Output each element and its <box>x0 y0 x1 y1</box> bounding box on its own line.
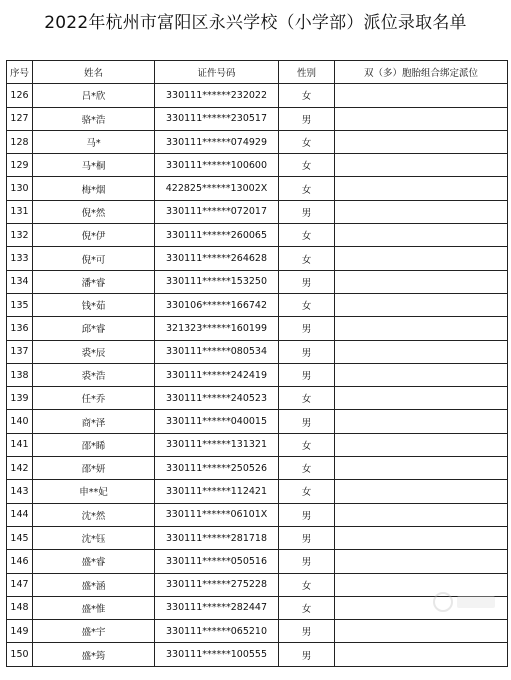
table-row <box>7 200 508 223</box>
cell-index: 142 <box>7 457 33 480</box>
cell-twins <box>335 200 508 223</box>
table-row <box>7 224 508 247</box>
table-row <box>7 550 508 573</box>
cell-twins <box>335 177 508 200</box>
cell-gender: 男 <box>279 503 335 526</box>
table-row <box>7 107 508 130</box>
cell-gender: 女 <box>279 387 335 410</box>
table-row <box>7 410 508 433</box>
cell-index: 132 <box>7 224 33 247</box>
cell-index: 135 <box>7 293 33 316</box>
cell-gender: 女 <box>279 433 335 456</box>
cell-twins <box>335 363 508 386</box>
cell-index: 139 <box>7 387 33 410</box>
cell-gender: 男 <box>279 340 335 363</box>
cell-twins <box>335 387 508 410</box>
cell-id-number: 422825******13002X <box>155 177 279 200</box>
cell-twins <box>335 480 508 503</box>
cell-name: 邱*睿 <box>33 317 155 340</box>
cell-twins <box>335 410 508 433</box>
cell-twins <box>335 620 508 643</box>
cell-twins <box>335 526 508 549</box>
cell-index: 147 <box>7 573 33 596</box>
table-row <box>7 387 508 410</box>
cell-id-number: 330111******260065 <box>155 224 279 247</box>
cell-gender: 男 <box>279 270 335 293</box>
cell-gender: 男 <box>279 643 335 666</box>
cell-gender: 女 <box>279 154 335 177</box>
cell-name: 邵*妍 <box>33 457 155 480</box>
table-row <box>7 620 508 643</box>
cell-name: 任*乔 <box>33 387 155 410</box>
cell-index: 140 <box>7 410 33 433</box>
table-row <box>7 130 508 153</box>
watermark-icon <box>429 582 499 622</box>
cell-name: 马*桐 <box>33 154 155 177</box>
cell-index: 130 <box>7 177 33 200</box>
cell-gender: 男 <box>279 363 335 386</box>
cell-gender: 男 <box>279 526 335 549</box>
cell-id-number: 330111******065210 <box>155 620 279 643</box>
cell-twins <box>335 643 508 666</box>
cell-gender: 女 <box>279 84 335 107</box>
cell-index: 144 <box>7 503 33 526</box>
cell-gender: 男 <box>279 550 335 573</box>
cell-name: 商*泽 <box>33 410 155 433</box>
header-twins: 双（多）胞胎组合绑定派位 <box>335 61 508 84</box>
table-row <box>7 480 508 503</box>
cell-id-number: 330106******166742 <box>155 293 279 316</box>
cell-twins <box>335 457 508 480</box>
cell-name: 盛*涵 <box>33 573 155 596</box>
cell-index: 136 <box>7 317 33 340</box>
cell-twins <box>335 154 508 177</box>
table-header-row <box>7 61 508 84</box>
cell-name: 沈*钰 <box>33 526 155 549</box>
cell-id-number: 330111******282447 <box>155 596 279 619</box>
cell-name: 钱*茹 <box>33 293 155 316</box>
cell-index: 128 <box>7 130 33 153</box>
cell-twins <box>335 550 508 573</box>
cell-id-number: 330111******242419 <box>155 363 279 386</box>
cell-twins <box>335 340 508 363</box>
cell-id-number: 330111******074929 <box>155 130 279 153</box>
cell-name: 马* <box>33 130 155 153</box>
cell-twins <box>335 130 508 153</box>
cell-index: 146 <box>7 550 33 573</box>
cell-twins <box>335 293 508 316</box>
cell-id-number: 330111******275228 <box>155 573 279 596</box>
cell-index: 131 <box>7 200 33 223</box>
cell-gender: 女 <box>279 457 335 480</box>
cell-name: 邵*睎 <box>33 433 155 456</box>
cell-id-number: 330111******264628 <box>155 247 279 270</box>
cell-id-number: 330111******050516 <box>155 550 279 573</box>
cell-gender: 男 <box>279 317 335 340</box>
table-row <box>7 84 508 107</box>
cell-id-number: 330111******240523 <box>155 387 279 410</box>
cell-id-number: 330111******230517 <box>155 107 279 130</box>
header-index: 序号 <box>7 61 33 84</box>
cell-name: 倪*然 <box>33 200 155 223</box>
cell-id-number: 330111******250526 <box>155 457 279 480</box>
cell-name: 沈*然 <box>33 503 155 526</box>
cell-twins <box>335 224 508 247</box>
cell-id-number: 330111******06101X <box>155 503 279 526</box>
cell-gender: 女 <box>279 130 335 153</box>
cell-id-number: 330111******100600 <box>155 154 279 177</box>
table-row <box>7 433 508 456</box>
cell-gender: 男 <box>279 620 335 643</box>
cell-id-number: 330111******100555 <box>155 643 279 666</box>
table-row <box>7 177 508 200</box>
table-row <box>7 270 508 293</box>
cell-name: 裘*辰 <box>33 340 155 363</box>
cell-index: 138 <box>7 363 33 386</box>
cell-index: 129 <box>7 154 33 177</box>
cell-gender: 女 <box>279 247 335 270</box>
table-row <box>7 503 508 526</box>
table-row <box>7 247 508 270</box>
cell-index: 149 <box>7 620 33 643</box>
cell-id-number: 330111******040015 <box>155 410 279 433</box>
cell-id-number: 330111******131321 <box>155 433 279 456</box>
cell-name: 裘*浩 <box>33 363 155 386</box>
header-gender: 性别 <box>279 61 335 84</box>
cell-id-number: 330111******112421 <box>155 480 279 503</box>
cell-index: 150 <box>7 643 33 666</box>
cell-twins <box>335 317 508 340</box>
table-row <box>7 526 508 549</box>
cell-id-number: 330111******232022 <box>155 84 279 107</box>
cell-name: 盛*睿 <box>33 550 155 573</box>
cell-gender: 女 <box>279 177 335 200</box>
cell-gender: 女 <box>279 573 335 596</box>
cell-gender: 女 <box>279 596 335 619</box>
cell-name: 申**妃 <box>33 480 155 503</box>
cell-id-number: 321323******160199 <box>155 317 279 340</box>
table-row <box>7 340 508 363</box>
cell-name: 盛*筠 <box>33 643 155 666</box>
cell-name: 盛*宇 <box>33 620 155 643</box>
cell-twins <box>335 270 508 293</box>
cell-index: 141 <box>7 433 33 456</box>
table-row <box>7 293 508 316</box>
cell-twins <box>335 107 508 130</box>
cell-id-number: 330111******080534 <box>155 340 279 363</box>
cell-index: 134 <box>7 270 33 293</box>
cell-index: 127 <box>7 107 33 130</box>
table-row <box>7 457 508 480</box>
cell-gender: 男 <box>279 107 335 130</box>
cell-index: 133 <box>7 247 33 270</box>
cell-twins <box>335 84 508 107</box>
cell-index: 137 <box>7 340 33 363</box>
cell-gender: 男 <box>279 410 335 433</box>
cell-name: 倪*可 <box>33 247 155 270</box>
header-name: 姓名 <box>33 61 155 84</box>
cell-name: 梅*烟 <box>33 177 155 200</box>
table-row <box>7 363 508 386</box>
cell-id-number: 330111******072017 <box>155 200 279 223</box>
table-row <box>7 154 508 177</box>
cell-name: 倪*伊 <box>33 224 155 247</box>
header-id-number: 证件号码 <box>155 61 279 84</box>
cell-index: 126 <box>7 84 33 107</box>
cell-twins <box>335 503 508 526</box>
cell-index: 143 <box>7 480 33 503</box>
cell-index: 148 <box>7 596 33 619</box>
cell-name: 盛*惟 <box>33 596 155 619</box>
cell-name: 骆*浩 <box>33 107 155 130</box>
cell-gender: 女 <box>279 480 335 503</box>
cell-id-number: 330111******153250 <box>155 270 279 293</box>
cell-gender: 男 <box>279 200 335 223</box>
admission-table <box>6 60 508 667</box>
table-body <box>7 84 508 666</box>
cell-name: 潘*睿 <box>33 270 155 293</box>
cell-gender: 女 <box>279 224 335 247</box>
document-title: 2022年杭州市富阳区永兴学校（小学部）派位录取名单 <box>44 13 467 33</box>
cell-index: 145 <box>7 526 33 549</box>
table-row <box>7 317 508 340</box>
cell-twins <box>335 433 508 456</box>
table-row <box>7 643 508 666</box>
cell-twins <box>335 247 508 270</box>
cell-name: 吕*欣 <box>33 84 155 107</box>
cell-gender: 女 <box>279 293 335 316</box>
cell-id-number: 330111******281718 <box>155 526 279 549</box>
